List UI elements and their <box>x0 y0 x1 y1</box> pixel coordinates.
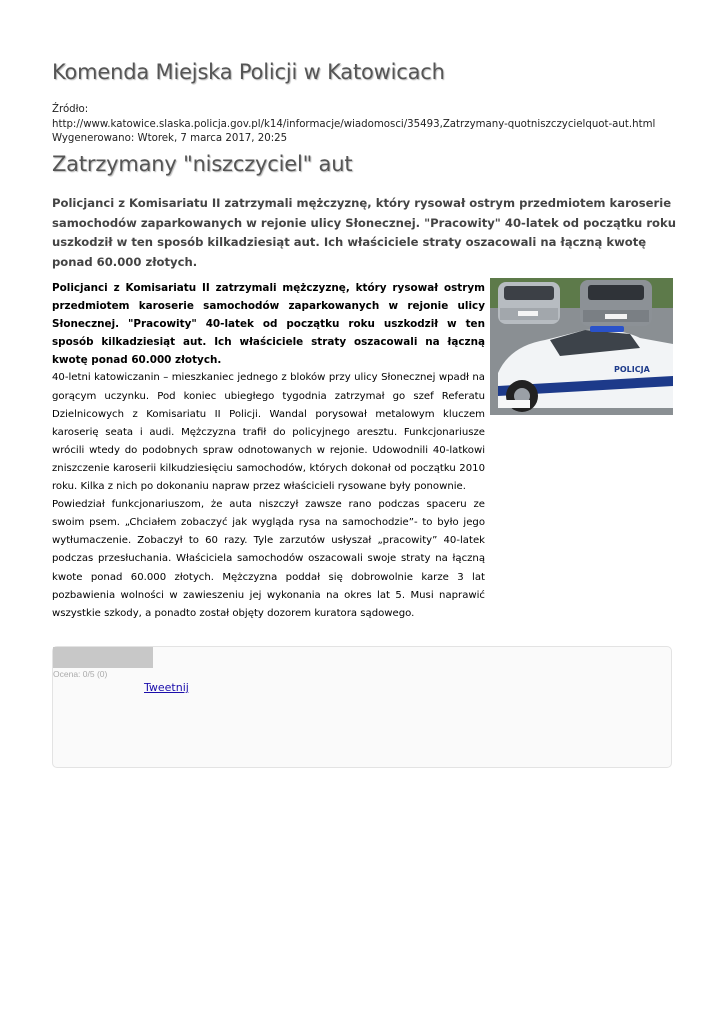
car-text: POLICJA <box>614 365 650 374</box>
article-photo <box>490 278 673 415</box>
source-url[interactable]: http://www.katowice.slaska.policja.gov.pl/k14/informacje/wiadomosci/35493,Zatrzymany-quotniszczycielquot-aut.html <box>52 118 656 130</box>
rating-label: Ocena: 0/5 (0) <box>53 669 108 679</box>
site-title: Komenda Miejska Policji w Katowicach <box>52 60 445 84</box>
rating-box <box>52 646 672 768</box>
tweet-link[interactable]: Tweetnij <box>144 681 189 694</box>
body-paragraph-1: 40-letni katowiczanin – mieszkaniec jednego z bloków przy ulicy Słonecznej wpadł na gorącym uczynku. Pod koniec ubiegłego tygodnia zatrzymał go szef Referatu Dzielnicowych z Komisariatu II Policji. Wandal porysował metalowym kluczem karoserię seata i audi. Mężczyzna trafił do policyjnego aresztu. Funkcjonariusze wrócili wtedy do podobnych spraw odnotowanych w rejonie. Udowodnili 40-latkowi zniszczenie karoserii kilkudziesięciu samochodów, których dokonał od początku 2010 roku. Kilka z nich po dokonaniu napraw przez właścicieli rysowane były ponownie. <box>52 372 485 493</box>
rating-stars[interactable] <box>53 647 153 668</box>
source-label: Źródło: <box>52 104 89 115</box>
generated-date: Wygenerowano: Wtorek, 7 marca 2017, 20:25 <box>52 133 288 144</box>
article-lead: Policjanci z Komisariatu II zatrzymali mężczyznę, który rysował ostrym przedmiotem karoserie samochodów zaparkowanych w rejonie ulicy Słonecznej. "Pracowity" 40-latek od początku roku uszkodził w ten sposób kilkadziesiąt aut. Ich właściciele straty oszacowali na łączną kwotę ponad 60.000 złotych. <box>52 196 676 269</box>
source-meta <box>52 103 692 147</box>
body-lead: Policjanci z Komisariatu II zatrzymali mężczyznę, który rysował ostrym przedmiotem karoserie samochodów zaparkowanych w rejonie ulicy Słonecznej. "Pracowity" 40-latek od początku roku uszkodził w ten sposób kilkadziesiąt aut. Ich właściciele straty oszacowali na łączną kwotę ponad 60.000 złotych. <box>52 282 485 367</box>
article-title: Zatrzymany "niszczyciel" aut <box>52 152 353 176</box>
police-car-photo-icon <box>490 278 673 415</box>
article-body <box>52 279 485 623</box>
body-paragraph-2: Powiedział funkcjonariuszom, że auta niszczył zawsze rano podczas spaceru ze swoim psem. „Chciałem zobaczyć jak wygląda rysa na samochodzie”- to było jego wytłumaczenie. Zobaczył to 60 razy. Tyle zarzutów usłyszał „pracowity” 40-latek podczas przesłuchania. Właściciela samochodów oszacowali swoje straty na łączną kwote ponad 60.000 złotych. Mężczyzna poddał się dobrowolnie karze 3 lat pozbawienia wolności w zawieszeniu jej wykonania na okres lat 5. Musi naprawić wszystkie szkody, a ponadto został objęty dozorem kuratora sądowego. <box>52 499 485 619</box>
